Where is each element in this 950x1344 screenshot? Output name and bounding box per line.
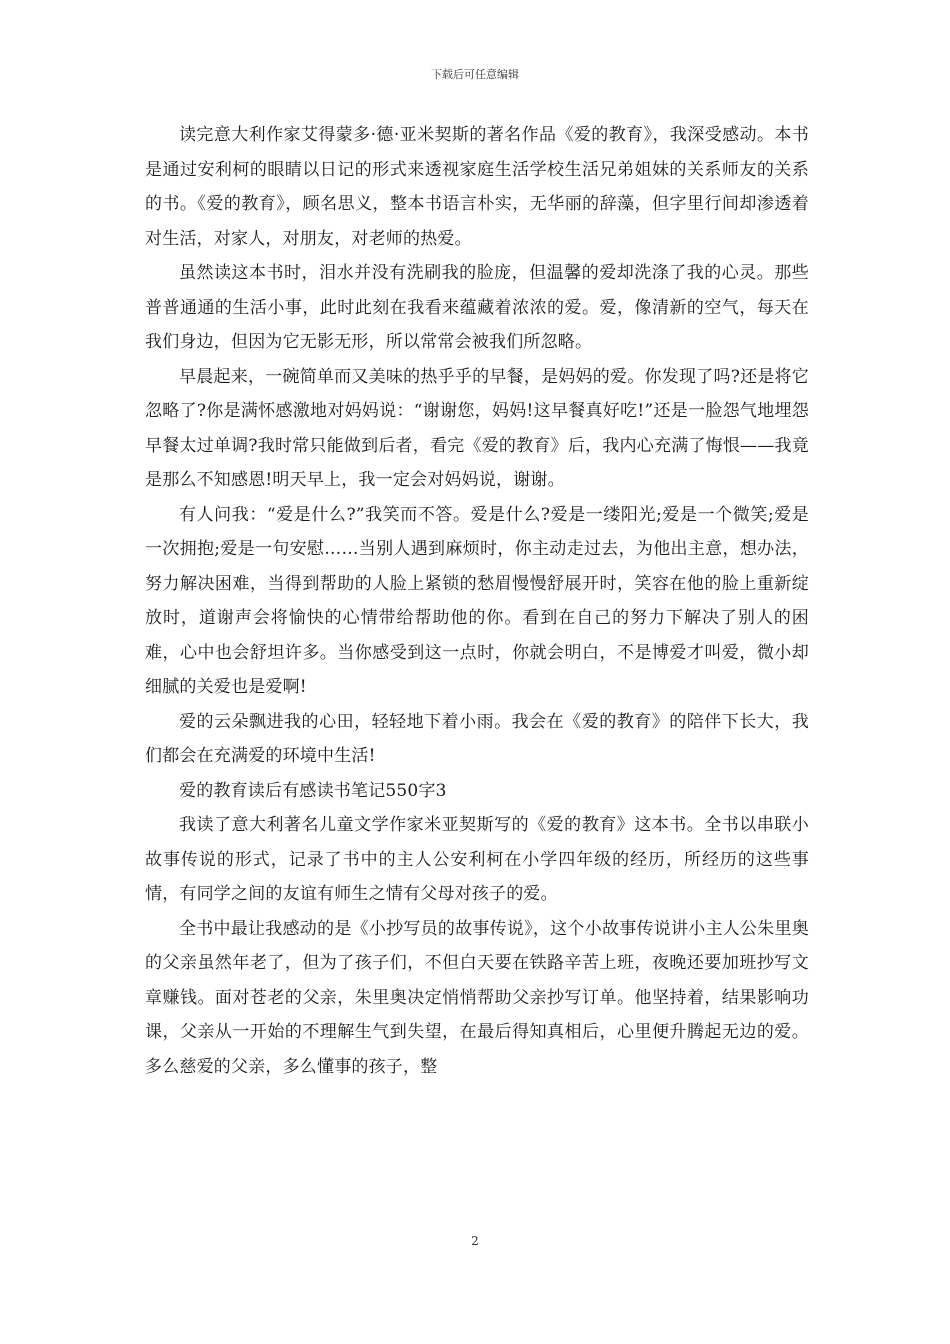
paragraph-6: 我读了意大利著名儿童文学作家米亚契斯写的《爱的教育》这本书。全书以串联小故事传说的形式，记录了书中的主人公安利柯在小学四年级的经历，所经历的这些事情，有同学之间的友谊有师生之情有父母对孩子的爱。	[145, 815, 809, 904]
paragraph-4: 有人问我：“爱是什么?”我笑而不答。爱是什么?爱是一缕阳光;爱是一个微笑;爱是一次拥抱;爱是一句安慰……当别人遇到麻烦时，你主动走过去，为他出主意，想办法，努力解决困难，当得到帮助的人脸上紧锁的愁眉慢慢舒展开时，笑容在他的脸上重新绽放时，道谢声会将愉快的心情带给帮助他的你。看到在自己的努力下解决了别人的困难，心中也会舒坦许多。当你感受到这一点时，你就会明白，不是博爱才叫爱，微小却细腻的关爱也是爱啊!	[145, 504, 809, 697]
paragraph-3: 早晨起来，一碗简单而又美味的热乎乎的早餐，是妈妈的爱。你发现了吗?还是将它忽略了?你是满怀感激地对妈妈说：“谢谢您，妈妈!这早餐真好吃!”还是一脸怨气地埋怨早餐太过单调?我时常只能做到后者，看完《爱的教育》后，我内心充满了悔恨——我竟是那么不知感恩!明天早上，我一定会对妈妈说，谢谢。	[145, 366, 809, 490]
paragraph-5: 爱的云朵飘进我的心田，轻轻地下着小雨。我会在《爱的教育》的陪伴下长大，我们都会在充满爱的环境中生活!	[145, 711, 809, 766]
page-header: 下载后可任意编辑	[431, 68, 519, 81]
paragraph-2: 虽然读这本书时，泪水并没有洗刷我的脸庞，但温馨的爱却洗涤了我的心灵。那些普普通通的生活小事，此时此刻在我看来蕴藏着浓浓的爱。爱，像清新的空气，每天在我们身边，但因为它无影无形，所以常常会被我们所忽略。	[145, 263, 809, 352]
section-title: 爱的教育读后有感读书笔记550字3	[179, 780, 447, 801]
page-number: 2	[471, 1234, 479, 1248]
paragraph-1: 读完意大利作家艾得蒙多·德·亚米契斯的著名作品《爱的教育》，我深受感动。本书是通过安利柯的眼睛以日记的形式来透视家庭生活学校生活兄弟姐妹的关系师友的关系的书。《爱的教育》，顾名思义，整本书语言朴实，无华丽的辞藻，但字里行间却渗透着对生活，对家人，对朋友，对老师的热爱。	[145, 125, 809, 249]
document-body	[145, 118, 809, 1084]
paragraph-7: 全书中最让我感动的是《小抄写员的故事传说》，这个小故事传说讲小主人公朱里奥的父亲虽然年老了，但为了孩子们，不但白天要在铁路辛苦上班，夜晚还要加班抄写文章赚钱。面对苍老的父亲，朱里奥决定悄悄帮助父亲抄写订单。他坚持着，结果影响功课，父亲从一开始的不理解生气到失望，在最后得知真相后，心里便升腾起无边的爱。多么慈爱的父亲，多么懂事的孩子，整	[145, 918, 809, 1077]
